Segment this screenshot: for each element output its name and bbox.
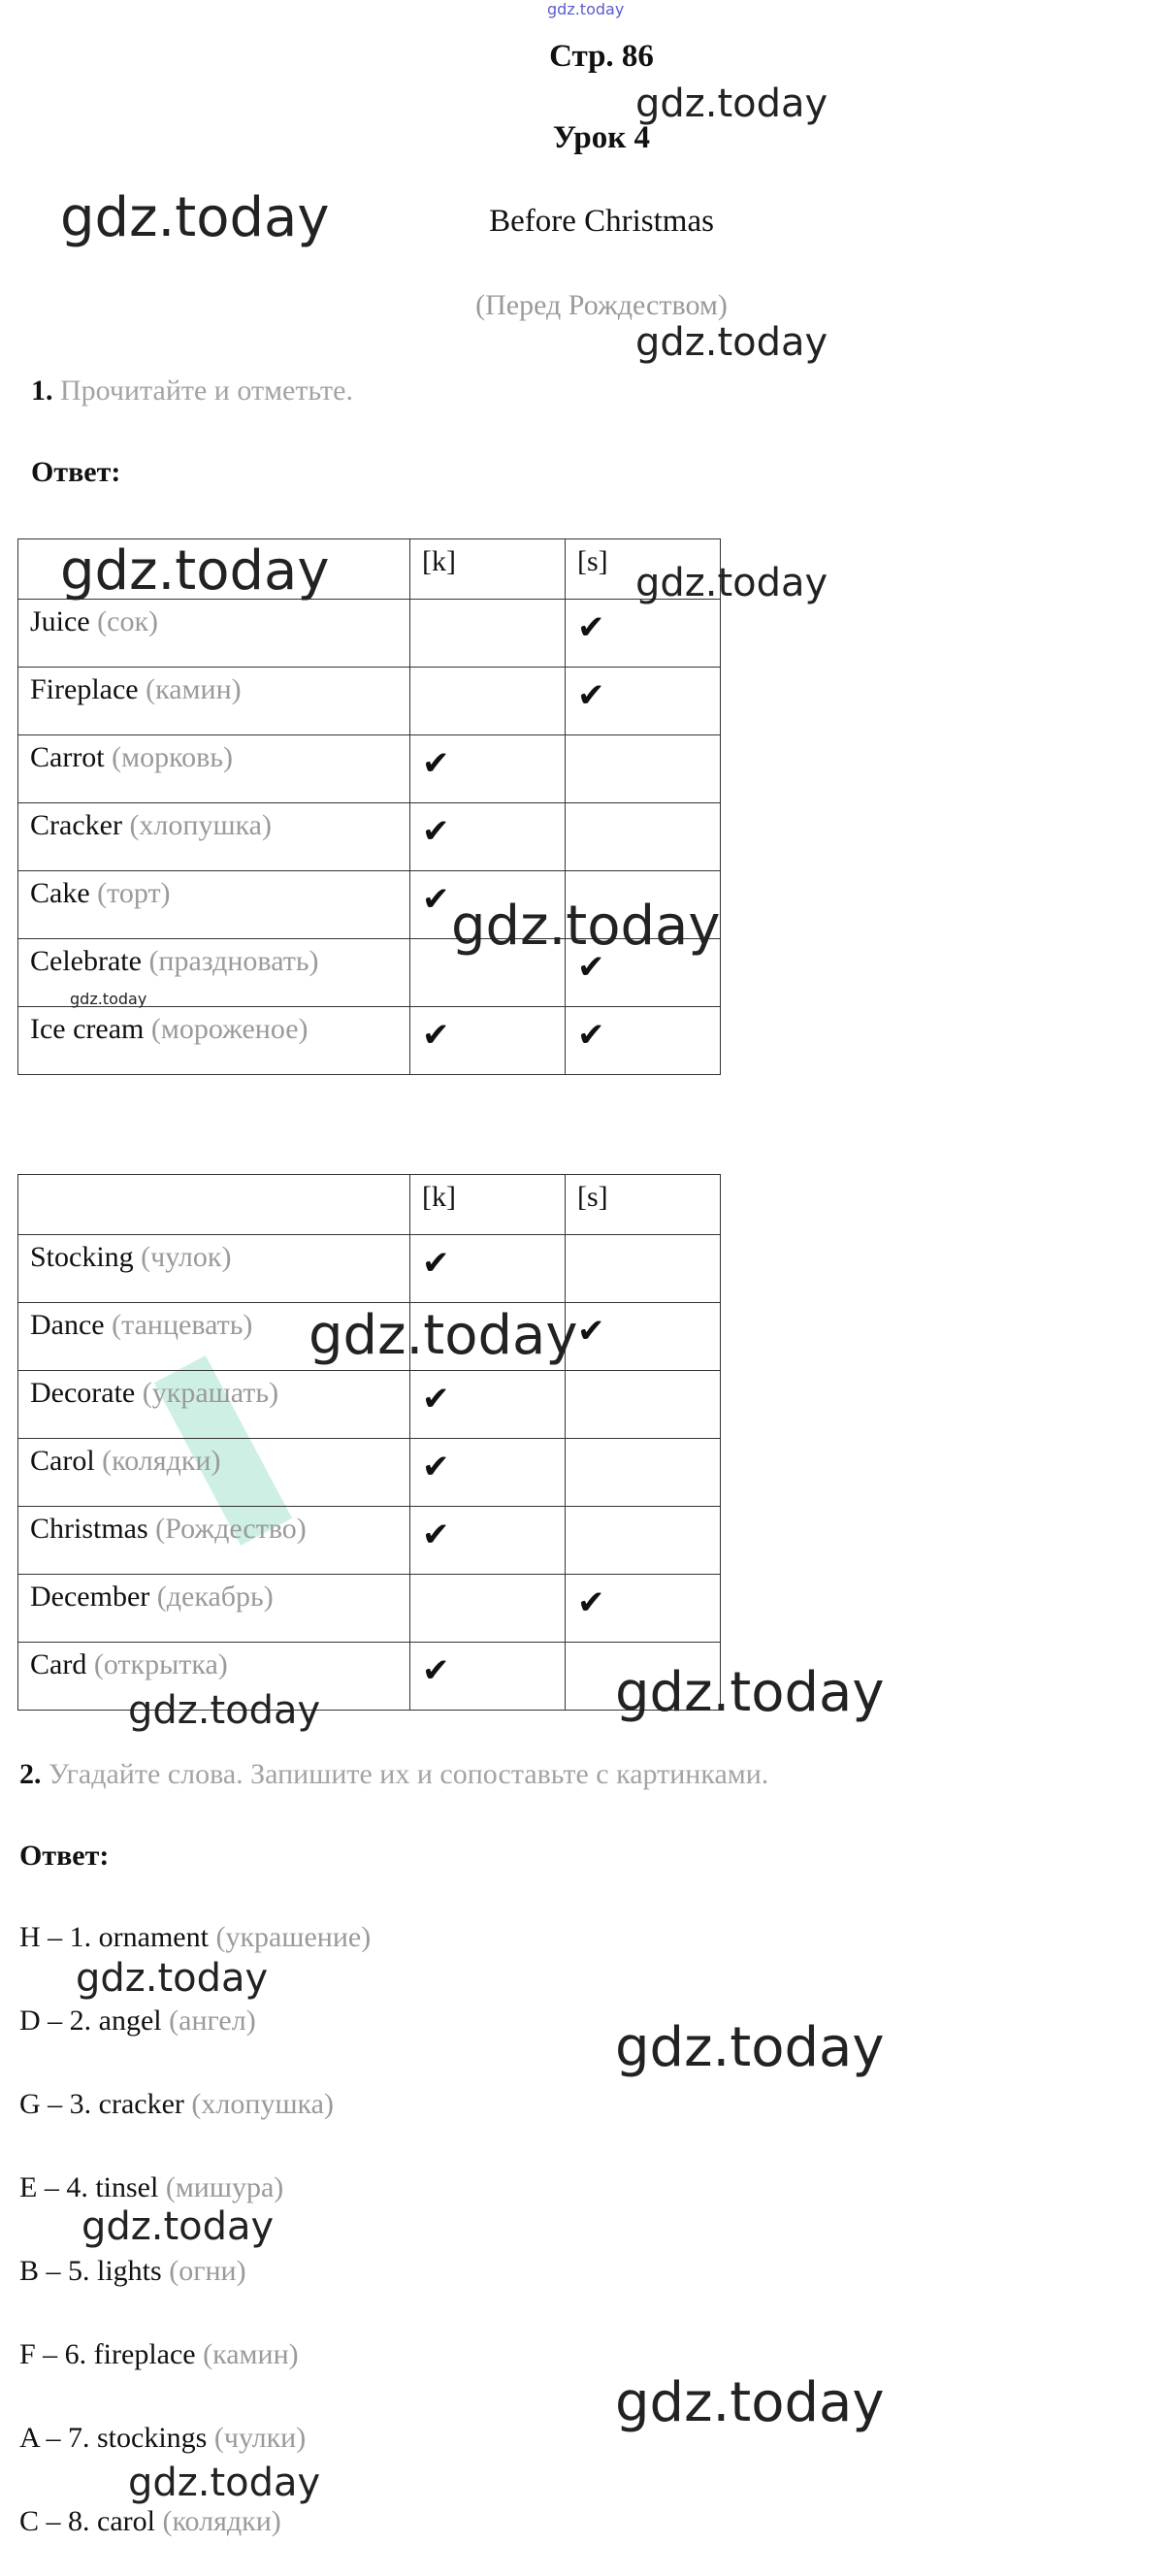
table-row xyxy=(18,668,721,735)
word-en: Christmas xyxy=(30,1513,148,1545)
check-icon: ✔ xyxy=(422,1448,450,1486)
item-ru: (огни) xyxy=(169,2255,246,2287)
watermark: gdz.today xyxy=(547,0,625,18)
check-icon: ✔ xyxy=(422,1651,450,1690)
watermark: gdz.today xyxy=(76,1956,269,2001)
table-cell-word xyxy=(18,600,410,668)
list-item xyxy=(19,2505,281,2538)
word-ru: (морковь) xyxy=(112,741,234,773)
table-row xyxy=(18,1439,721,1507)
list-item xyxy=(19,2171,283,2204)
table-cell-k xyxy=(410,1507,566,1575)
list-item xyxy=(19,2255,246,2288)
task1-heading xyxy=(31,375,353,408)
task2-instruction: Угадайте слова. Запишите их и сопоставьте с картинками. xyxy=(49,1758,769,1790)
table-header-word xyxy=(18,1175,410,1235)
table-header-s: [s] xyxy=(566,1175,721,1235)
check-icon: ✔ xyxy=(422,1244,450,1283)
item-ru: (чулки) xyxy=(213,2422,307,2454)
list-item xyxy=(19,2005,256,2038)
table-row xyxy=(18,1235,721,1303)
item-en: D – 2. angel xyxy=(19,2005,162,2037)
word-ru: (декабрь) xyxy=(156,1581,274,1613)
item-en: F – 6. fireplace xyxy=(19,2338,196,2370)
word-en: Juice xyxy=(30,605,90,637)
watermark: gdz.today xyxy=(60,186,330,249)
table-row xyxy=(18,1507,721,1575)
table-cell-k xyxy=(410,1007,566,1075)
table-header-s: [s] xyxy=(566,539,721,600)
table-cell-s xyxy=(566,1575,721,1643)
watermark: gdz.today xyxy=(615,2371,885,2434)
check-icon: ✔ xyxy=(577,676,605,715)
table-cell-s xyxy=(566,803,721,871)
watermark: gdz.today xyxy=(70,990,147,1008)
item-ru: (ангел) xyxy=(169,2005,256,2037)
watermark: gdz.today xyxy=(635,82,828,126)
word-ru: (хлопушка) xyxy=(129,809,272,841)
table-row xyxy=(18,1575,721,1643)
item-en: G – 3. cracker xyxy=(19,2088,184,2120)
topic-title: Before Christmas xyxy=(489,204,714,239)
list-item xyxy=(19,2088,334,2121)
word-ru: (чулок) xyxy=(141,1241,232,1273)
word-en: Stocking xyxy=(30,1241,134,1273)
table-row xyxy=(18,600,721,668)
word-en: December xyxy=(30,1581,150,1613)
watermark: gdz.today xyxy=(60,539,330,603)
word-en: Card xyxy=(30,1648,87,1680)
task2-answer-label: Ответ: xyxy=(19,1840,110,1872)
table-header-k: [k] xyxy=(410,1175,566,1235)
word-ru: (мороженое) xyxy=(150,1013,308,1045)
task1-answer-label: Ответ: xyxy=(31,456,121,488)
watermark: gdz.today xyxy=(81,2204,275,2249)
item-en: H – 1. ornament xyxy=(19,1921,209,1953)
word-ru: (украшать) xyxy=(142,1377,279,1409)
table-cell-word xyxy=(18,668,410,735)
task2-heading xyxy=(19,1758,768,1791)
watermark: gdz.today xyxy=(451,895,721,958)
table-cell-word xyxy=(18,803,410,871)
list-item xyxy=(19,2422,306,2455)
table-cell-s xyxy=(566,1303,721,1371)
watermark: gdz.today xyxy=(308,1304,578,1367)
watermark: gdz.today xyxy=(615,2016,885,2079)
table-cell-s xyxy=(566,1507,721,1575)
watermark: gdz.today xyxy=(615,1661,885,1724)
check-icon: ✔ xyxy=(577,608,605,647)
check-icon: ✔ xyxy=(422,1380,450,1418)
page-number: Стр. 86 xyxy=(549,39,654,74)
item-en: B – 5. lights xyxy=(19,2255,162,2287)
table-row xyxy=(18,1007,721,1075)
table-header-row xyxy=(18,1175,721,1235)
table-cell-word xyxy=(18,1007,410,1075)
check-icon: ✔ xyxy=(577,1312,605,1351)
word-en: Dance xyxy=(30,1309,105,1341)
table-cell-k xyxy=(410,668,566,735)
check-icon: ✔ xyxy=(422,1516,450,1554)
table-cell-s xyxy=(566,1439,721,1507)
check-icon: ✔ xyxy=(577,1016,605,1055)
task1-instruction: Прочитайте и отметьте. xyxy=(60,375,353,407)
watermark: gdz.today xyxy=(635,561,828,605)
table-cell-word xyxy=(18,735,410,803)
check-icon: ✔ xyxy=(422,1016,450,1055)
table-cell-s xyxy=(566,600,721,668)
item-ru: (камин) xyxy=(203,2338,299,2370)
table-cell-k xyxy=(410,803,566,871)
word-ru: (праздновать) xyxy=(148,945,319,977)
table-cell-s xyxy=(566,1007,721,1075)
word-ru: (торт) xyxy=(97,877,171,909)
word-en: Decorate xyxy=(30,1377,136,1409)
word-en: Celebrate xyxy=(30,945,142,977)
word-ru: (сок) xyxy=(97,605,159,637)
check-icon: ✔ xyxy=(422,880,450,919)
table-cell-s xyxy=(566,735,721,803)
word-en: Fireplace xyxy=(30,673,139,705)
item-en: A – 7. stockings xyxy=(19,2422,208,2454)
word-ru: (камин) xyxy=(146,673,242,705)
item-ru: (хлопушка) xyxy=(191,2088,334,2120)
word-en: Ice cream xyxy=(30,1013,145,1045)
table-cell-word xyxy=(18,871,410,939)
word-en: Carrot xyxy=(30,741,105,773)
item-ru: (украшение) xyxy=(215,1921,372,1953)
check-icon: ✔ xyxy=(577,1583,605,1622)
table-cell-word xyxy=(18,1507,410,1575)
word-ru: (Рождество) xyxy=(155,1513,307,1545)
list-item xyxy=(19,2338,299,2371)
sound-table-2 xyxy=(17,1174,721,1711)
table-header-k: [k] xyxy=(410,539,566,600)
word-en: Carol xyxy=(30,1445,95,1477)
task2-number: 2. xyxy=(19,1758,42,1790)
topic-subtitle: (Перед Рождеством) xyxy=(475,289,728,321)
item-ru: (мишура) xyxy=(165,2171,284,2203)
item-en: E – 4. tinsel xyxy=(19,2171,159,2203)
table-cell-word xyxy=(18,1575,410,1643)
watermark: gdz.today xyxy=(128,2461,321,2505)
check-icon: ✔ xyxy=(422,812,450,851)
table-cell-k xyxy=(410,1575,566,1643)
table-cell-word xyxy=(18,1371,410,1439)
lesson-title: Урок 4 xyxy=(552,120,651,155)
list-item xyxy=(19,1921,371,1954)
word-en: Cracker xyxy=(30,809,122,841)
table-cell-s xyxy=(566,668,721,735)
table-row xyxy=(18,803,721,871)
watermark: gdz.today xyxy=(128,1688,321,1733)
table-cell-word xyxy=(18,1235,410,1303)
table-row xyxy=(18,735,721,803)
item-ru: (колядки) xyxy=(162,2505,281,2537)
table-cell-s xyxy=(566,1371,721,1439)
task1-number: 1. xyxy=(31,375,53,407)
table-cell-s xyxy=(566,1235,721,1303)
table-cell-k xyxy=(410,1371,566,1439)
table-row xyxy=(18,1371,721,1439)
table-cell-k xyxy=(410,735,566,803)
check-icon: ✔ xyxy=(422,744,450,783)
word-ru: (колядки) xyxy=(102,1445,221,1477)
table-cell-word xyxy=(18,1439,410,1507)
table-cell-k xyxy=(410,600,566,668)
watermark: gdz.today xyxy=(635,320,828,365)
check-icon: ✔ xyxy=(577,948,605,987)
word-ru: (открытка) xyxy=(93,1648,228,1680)
table-cell-k xyxy=(410,1439,566,1507)
word-en: Cake xyxy=(30,877,90,909)
word-ru: (танцевать) xyxy=(112,1309,253,1341)
table-cell-k xyxy=(410,1235,566,1303)
table-cell-k xyxy=(410,1643,566,1711)
item-en: C – 8. carol xyxy=(19,2505,155,2537)
